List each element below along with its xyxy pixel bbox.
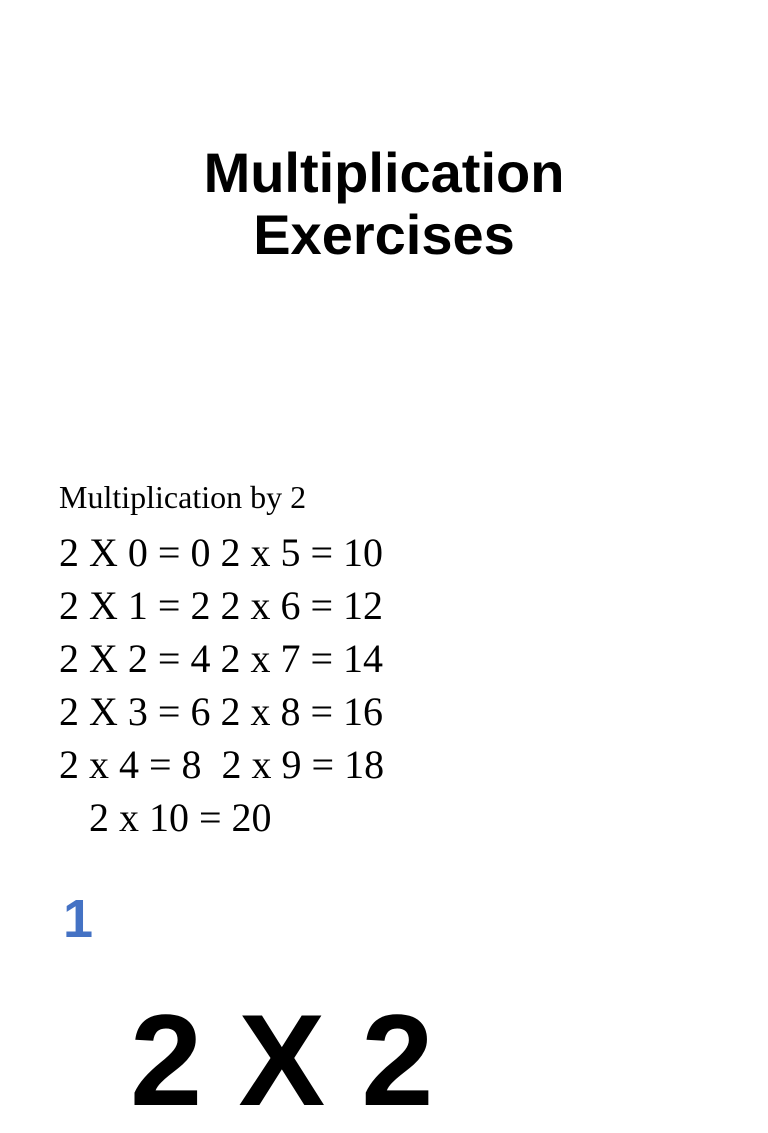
fact-line: 2 X 1 = 2 2 x 6 = 12 — [59, 583, 384, 628]
title-line-1: Multiplication — [203, 141, 565, 204]
title-line-2: Exercises — [253, 203, 515, 266]
fact-line: 2 x 10 = 20 — [59, 795, 272, 840]
section-subtitle: Multiplication by 2 — [59, 479, 307, 515]
multiplication-facts-list — [59, 526, 384, 844]
large-equation-heading: 2 X 2 — [130, 987, 434, 1133]
document-title — [0, 142, 768, 266]
fact-line: 2 X 0 = 0 2 x 5 = 10 — [59, 530, 384, 575]
fact-line: 2 X 2 = 4 2 x 7 = 14 — [59, 636, 384, 681]
fact-line: 2 X 3 = 6 2 x 8 = 16 — [59, 689, 384, 734]
page-number: 1 — [63, 889, 94, 949]
fact-line: 2 x 4 = 8 2 x 9 = 18 — [59, 742, 385, 787]
